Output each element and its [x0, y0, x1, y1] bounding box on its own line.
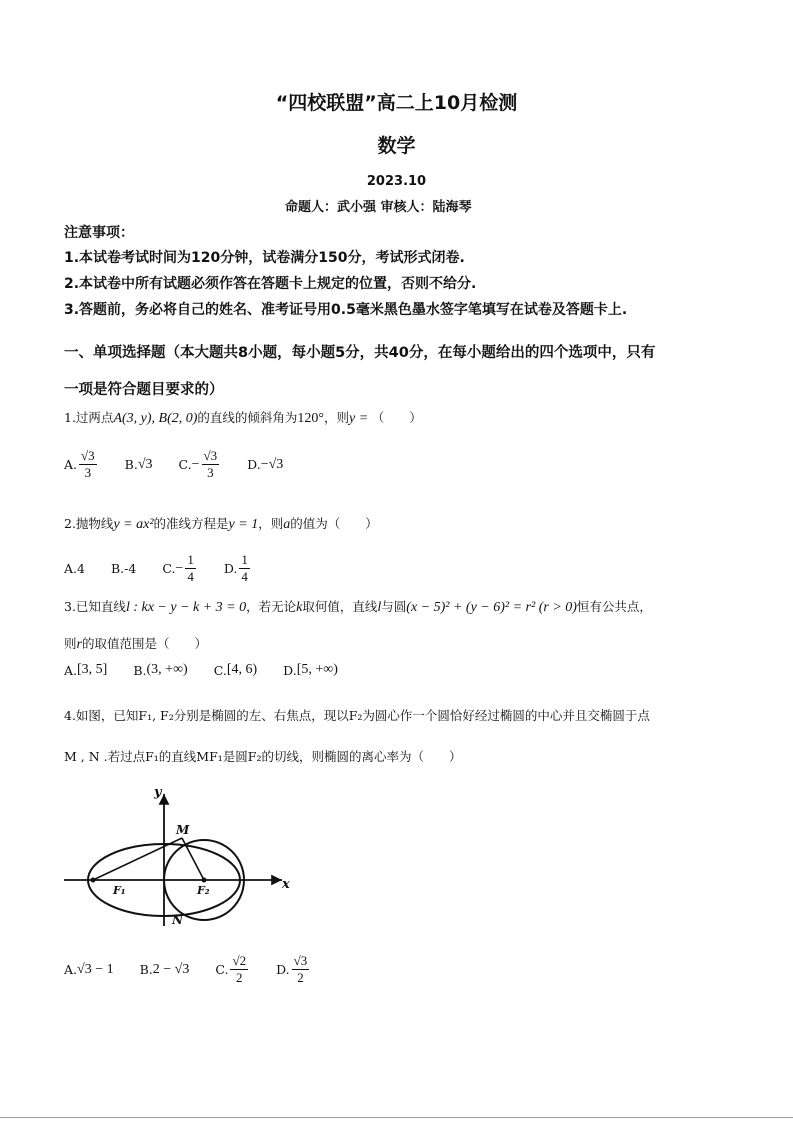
exam-date: 2023.10	[366, 174, 427, 189]
q3-option-b: B. (3, +∞)	[133, 662, 188, 678]
q4-option-d: D. $\frac{√3}{2}$	[276, 953, 308, 985]
question-4-stem-cont: M , N .若过点F₁的直线MF₁是圆F₂的切线，则椭圆的离心率为（ ）	[64, 749, 462, 764]
q2-math: y = 1	[228, 517, 259, 532]
q1-option-d: D. −√3	[247, 456, 284, 472]
notice-heading: 注意事项：	[64, 225, 134, 241]
exam-authors: 命题人：武小强 审核人：陆海琴	[285, 200, 472, 215]
label-x: x	[282, 877, 290, 892]
question-4-stem: 4.如图，已知F₁, F₂分别是椭圆的左、右焦点，现以F₂为圆心作一个圆恰好经过椭圆的中心并且交椭圆于点	[64, 708, 650, 723]
question-1-options	[64, 448, 309, 481]
q2-text: 2.抛物线	[64, 516, 114, 531]
q2-option-c: C. − $\frac{1}{4}$	[162, 552, 194, 584]
label-f2: F₂	[197, 884, 210, 897]
q2-text: 的准线方程是	[153, 516, 229, 531]
label-f1: F₁	[113, 884, 126, 897]
q3-math: l	[377, 600, 382, 615]
q4-option-b: B. 2 − √3	[139, 961, 190, 977]
question-3-stem-cont	[64, 634, 207, 653]
q1-option-a: A. $\frac{√3}{3}$	[64, 448, 95, 480]
q2-option-b: B. -4	[110, 561, 137, 576]
q3-text: 的取值范围是（ ）	[81, 636, 207, 651]
label-m: M	[176, 823, 190, 837]
q3-math: k	[296, 600, 303, 615]
tangent-mf1	[93, 838, 182, 880]
q1-text: （ ）	[371, 410, 422, 425]
q1-math: y =	[349, 411, 372, 426]
radius-mf2	[182, 838, 204, 880]
section-heading-cont: 一项是符合题目要求的）	[64, 382, 224, 398]
q1-math: A(3, y), B(2, 0)	[113, 411, 198, 426]
exam-subject: 数学	[377, 135, 416, 157]
question-2-stem	[64, 514, 378, 533]
question-3-stem	[64, 597, 652, 616]
q3-option-a: A. [3, 5]	[64, 662, 108, 678]
q1-option-b: B. √3	[124, 456, 153, 472]
q4-option-a: A. √3 − 1	[64, 961, 114, 977]
question-3-options	[64, 662, 364, 678]
q3-text: 与圆	[381, 599, 407, 614]
q3-text: 取何值，直线	[302, 599, 378, 614]
notice-item: 1.本试卷考试时间为120分钟，试卷满分150分，考试形式闭卷.	[64, 250, 465, 266]
notice-item: 3.答题前，务必将自己的姓名、准考证号用0.5毫米黑色墨水签字笔填写在试卷及答题卡上.	[64, 302, 628, 318]
q2-text: 的值为（ ）	[290, 516, 378, 531]
question-2-options	[64, 552, 278, 585]
q1-option-c: C. − $\frac{√3}{3}$	[178, 448, 218, 480]
q2-text: ，则	[258, 516, 284, 531]
q3-option-c: C. [4, 6)	[213, 662, 258, 678]
q3-text: 3.已知直线	[64, 599, 126, 614]
question-4-options	[64, 953, 337, 986]
ellipse-circle-figure	[60, 778, 300, 938]
q1-math: 120°	[297, 411, 325, 426]
q3-math: l : kx − y − k + 3 = 0	[125, 600, 247, 615]
q3-math: r	[76, 637, 82, 652]
q2-option-d: D. $\frac{1}{4}$	[223, 552, 248, 584]
q3-option-d: D. [5, +∞)	[283, 662, 338, 678]
q1-text: 1.过两点	[64, 410, 114, 425]
q4-option-c: C. $\frac{√2}{2}$	[215, 953, 247, 985]
label-n: N	[172, 913, 183, 927]
question-1-stem	[64, 408, 422, 427]
q3-math: (x − 5)² + (y − 6)² = r² (r > 0)	[406, 600, 577, 615]
q3-text: 则	[64, 636, 77, 651]
q2-math: y = ax²	[113, 517, 154, 532]
q3-text: 恒有公共点，	[576, 599, 652, 614]
point-f1	[91, 878, 96, 883]
q3-text: ，若无论	[246, 599, 297, 614]
page-bottom-rule	[0, 1117, 793, 1118]
q1-text: 的直线的倾斜角为	[197, 410, 298, 425]
q2-option-a: A. 4	[64, 561, 85, 576]
q2-math: a	[283, 517, 291, 532]
notice-item: 2.本试卷中所有试题必须作答在答题卡上规定的位置，否则不给分.	[64, 276, 477, 292]
exam-title: “四校联盟”高二上10月检测	[275, 92, 518, 114]
point-f2	[202, 878, 207, 883]
label-y: y	[154, 785, 162, 800]
q1-text: ，则	[324, 410, 350, 425]
section-heading: 一、单项选择题（本大题共8小题，每小题5分，共40分，在每小题给出的四个选项中，只有	[64, 345, 656, 361]
